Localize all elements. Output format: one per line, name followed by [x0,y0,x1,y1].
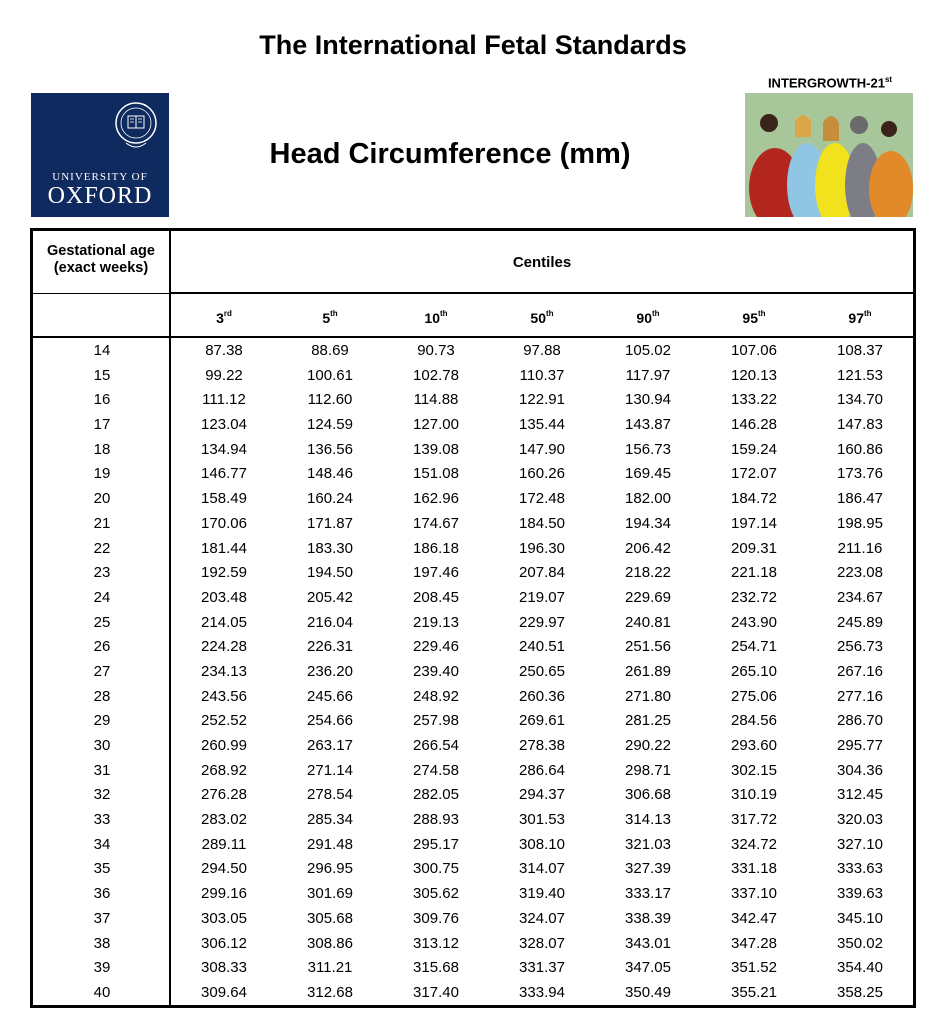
gestational-age-cell: 16 [93,391,111,409]
table-row [33,561,913,586]
centile-value-cell: 102.78 [413,366,459,384]
centile-value-cell: 265.10 [731,662,777,680]
centile-value-cell: 207.84 [519,564,565,582]
centile-value-cell: 136.56 [307,440,353,458]
column-header-10th [383,294,489,336]
centile-value-cell: 234.13 [201,662,247,680]
centile-value-cell: 291.48 [307,835,353,853]
column-header-num: 50 [530,310,546,326]
gestational-age-cell: 22 [93,539,111,557]
gestational-age-cell: 21 [93,514,111,532]
centile-value-cell: 172.07 [731,465,777,483]
centile-value-cell: 300.75 [413,860,459,878]
column-header-num: 90 [636,310,652,326]
table-row [33,339,913,364]
centile-value-cell: 240.51 [519,638,565,656]
gestational-age-cell: 39 [93,959,111,977]
centile-value-cell: 160.86 [837,440,883,458]
centile-value-cell: 208.45 [413,588,459,606]
centile-value-cell: 151.08 [413,465,459,483]
centile-value-cell: 156.73 [625,440,671,458]
centile-value-cell: 214.05 [201,613,247,631]
centile-value-cell: 254.66 [307,712,353,730]
centile-value-cell: 327.39 [625,860,671,878]
centile-value-cell: 184.50 [519,514,565,532]
column-header-50th [489,294,595,336]
centile-value-cell: 216.04 [307,613,353,631]
centile-value-cell: 183.30 [307,539,353,557]
centile-value-cell: 269.61 [519,712,565,730]
gestational-age-cell: 17 [93,416,111,434]
centile-value-cell: 310.19 [731,786,777,804]
centile-value-cell: 298.71 [625,761,671,779]
centile-value-cell: 254.71 [731,638,777,656]
centile-value-cell: 260.36 [519,687,565,705]
gestational-age-cell: 33 [93,811,111,829]
centile-value-cell: 112.60 [307,391,353,409]
centile-value-cell: 314.13 [625,811,671,829]
centile-value-cell: 250.65 [519,662,565,680]
centile-value-cell: 245.89 [837,613,883,631]
centile-value-cell: 184.72 [731,490,777,508]
centile-value-cell: 301.69 [307,885,353,903]
centile-value-cell: 285.34 [307,811,353,829]
centile-value-cell: 239.40 [413,662,459,680]
centile-value-cell: 333.94 [519,983,565,1001]
column-header-sup: th [330,309,338,318]
centile-value-cell: 256.73 [837,638,883,656]
centile-value-cell: 317.72 [731,811,777,829]
centile-value-cell: 169.45 [625,465,671,483]
centile-value-cell: 236.20 [307,662,353,680]
head-circumference-table [30,228,916,1008]
centile-value-cell: 124.59 [307,416,353,434]
centile-value-cell: 257.98 [413,712,459,730]
centile-value-cell: 286.70 [837,712,883,730]
table-row [33,438,913,463]
centile-value-cell: 284.56 [731,712,777,730]
centile-value-cell: 196.30 [519,539,565,557]
intergrowth-women-picture [745,93,913,217]
intergrowth-label [745,75,915,90]
centile-value-cell: 299.16 [201,885,247,903]
centile-value-cell: 333.63 [837,860,883,878]
centile-value-cell: 171.87 [307,514,353,532]
centile-value-cell: 295.77 [837,737,883,754]
centile-value-cell: 229.46 [413,638,459,656]
centile-value-cell: 127.00 [413,416,459,434]
table-row [33,833,913,858]
gestational-age-cell: 30 [93,737,111,754]
centile-value-cell: 182.00 [625,490,671,508]
column-header-num: 10 [424,310,440,326]
column-header-num: 5 [322,310,331,326]
centile-value-cell: 147.83 [837,416,883,434]
centile-value-cell: 198.95 [837,514,883,532]
centile-value-cell: 282.05 [413,786,459,804]
centile-value-cell: 232.72 [731,588,777,606]
centile-value-cell: 309.76 [413,909,459,927]
gestational-age-cell: 34 [93,835,111,853]
centile-value-cell: 172.48 [519,490,565,508]
centile-value-cell: 331.37 [519,959,565,977]
centile-value-cell: 313.12 [413,934,459,952]
centile-value-cell: 206.42 [625,539,671,557]
table-row [33,783,913,808]
centile-value-cell: 203.48 [201,588,247,606]
centile-value-cell: 289.11 [201,835,247,853]
centile-value-cell: 277.16 [837,687,883,705]
centile-value-cell: 100.61 [307,366,353,384]
centile-value-cell: 121.53 [837,366,883,384]
centile-value-cell: 267.16 [837,662,883,680]
column-header-sup: th [546,309,554,318]
centile-value-cell: 331.18 [731,860,777,878]
column-header-95th [701,294,807,336]
centile-value-cell: 294.37 [519,786,565,804]
centile-value-cell: 351.52 [731,959,777,977]
centile-value-cell: 252.52 [201,712,247,730]
centile-value-cell: 251.56 [625,638,671,656]
centile-value-cell: 288.93 [413,811,459,829]
centile-value-cell: 181.44 [201,539,247,557]
table-row [33,413,913,438]
intergrowth-label-sup: st [884,75,893,84]
column-header-sup: th [652,309,660,318]
centile-value-cell: 290.22 [625,737,671,754]
table-row [33,882,913,907]
centile-value-cell: 134.70 [837,391,883,409]
centile-value-cell: 114.88 [413,391,459,409]
column-header-90th [595,294,701,336]
oxford-logo-line1: UNIVERSITY OF [52,171,148,183]
table-row [33,512,913,537]
centile-value-cell: 319.40 [519,885,565,903]
centile-value-cell: 327.10 [837,835,883,853]
centile-value-cell: 275.06 [731,687,777,705]
centile-value-cell: 301.53 [519,811,565,829]
gestational-age-header-line2: (exact weeks) [53,260,149,276]
centile-value-cell: 97.88 [523,342,561,359]
table-row [33,981,913,1006]
centile-value-cell: 296.95 [307,860,353,878]
table-row [33,660,913,685]
centile-value-cell: 148.46 [307,465,353,483]
column-header-num: 3 [216,310,224,326]
centile-value-cell: 226.31 [307,638,353,656]
centile-value-cell: 90.73 [417,342,455,359]
centile-value-cell: 173.76 [837,465,883,483]
oxford-logo-line2: OXFORD [47,183,153,209]
centile-value-cell: 312.45 [837,786,883,804]
centile-value-cell: 260.99 [201,737,247,754]
gestational-age-cell: 28 [93,687,111,705]
centile-value-cell: 209.31 [731,539,777,557]
centile-value-cell: 197.46 [413,564,459,582]
gestational-age-cell: 15 [93,366,111,384]
centile-value-cell: 308.86 [307,934,353,952]
centile-value-cell: 303.05 [201,909,247,927]
centile-value-cell: 234.67 [837,588,883,606]
table-row [33,759,913,784]
table-row [33,635,913,660]
centile-value-cell: 243.90 [731,613,777,631]
centile-value-cell: 306.12 [201,934,247,952]
centile-value-cell: 305.68 [307,909,353,927]
centile-value-cell: 174.67 [413,514,459,532]
centile-value-cell: 294.50 [201,860,247,878]
centile-value-cell: 223.08 [837,564,883,582]
centile-value-cell: 197.14 [731,514,777,532]
centile-value-cell: 123.04 [201,416,247,434]
centile-value-cell: 343.01 [625,934,671,952]
centile-value-cell: 133.22 [731,391,777,409]
centile-value-cell: 99.22 [205,366,243,384]
centile-value-cell: 248.92 [413,687,459,705]
centile-value-cell: 345.10 [837,909,883,927]
table-row [33,808,913,833]
centile-value-cell: 211.16 [837,539,883,557]
gestational-age-cell: 27 [93,662,111,680]
centile-value-cell: 186.47 [837,490,883,508]
table-row [33,586,913,611]
table-row [33,364,913,389]
table-row [33,907,913,932]
centile-value-cell: 143.87 [625,416,671,434]
header-blank-cell [33,294,171,338]
centile-value-cell: 146.77 [201,465,247,483]
gestational-age-cell: 24 [93,588,111,606]
centile-value-cell: 308.10 [519,835,565,853]
centile-value-cell: 308.33 [201,959,247,977]
centile-value-cell: 263.17 [307,737,353,754]
centile-value-cell: 281.25 [625,712,671,730]
centile-value-cell: 158.49 [201,490,247,508]
column-header-num: 97 [848,310,864,326]
centile-value-cell: 218.22 [625,564,671,582]
table-row [33,734,913,759]
gestational-age-cell: 32 [93,786,111,804]
table-row [33,462,913,487]
gestational-age-cell: 29 [93,712,111,730]
centile-column-headers [171,294,913,338]
centile-value-cell: 110.37 [519,366,565,384]
column-header-sup: th [440,309,448,318]
table-body [33,339,913,1006]
centiles-header: Centiles [171,231,913,294]
centile-value-cell: 160.26 [519,465,565,483]
centile-value-cell: 338.39 [625,909,671,927]
centile-value-cell: 309.64 [201,983,247,1001]
column-header-sup: rd [223,309,232,318]
centile-value-cell: 286.64 [519,761,565,779]
gestational-age-cell: 25 [93,613,111,631]
centile-value-cell: 276.28 [201,786,247,804]
gestational-age-cell: 14 [93,342,111,359]
gestational-age-cell: 35 [93,860,111,878]
centile-value-cell: 305.62 [413,885,459,903]
centile-value-cell: 293.60 [731,737,777,754]
centile-value-cell: 205.42 [307,588,353,606]
centile-value-cell: 139.08 [413,440,459,458]
centile-value-cell: 317.40 [413,983,459,1001]
centile-value-cell: 278.54 [307,786,353,804]
column-header-3rd [171,294,277,336]
centile-value-cell: 347.05 [625,959,671,977]
centile-value-cell: 274.58 [413,761,459,779]
centile-value-cell: 355.21 [731,983,777,1001]
centile-value-cell: 88.69 [311,342,349,359]
centile-value-cell: 350.49 [625,983,671,1001]
centile-value-cell: 354.40 [837,959,883,977]
centile-value-cell: 162.96 [413,490,459,508]
centile-value-cell: 224.28 [201,638,247,656]
centile-value-cell: 160.24 [307,490,353,508]
centile-value-cell: 120.13 [731,366,777,384]
centile-value-cell: 324.07 [519,909,565,927]
centile-value-cell: 194.34 [625,514,671,532]
centile-value-cell: 122.91 [519,391,565,409]
column-header-sup: th [758,309,766,318]
centile-value-cell: 107.06 [731,342,777,359]
centile-value-cell: 134.94 [201,440,247,458]
centile-value-cell: 315.68 [413,959,459,977]
centile-value-cell: 328.07 [519,934,565,952]
centile-value-cell: 243.56 [201,687,247,705]
table-row [33,611,913,636]
centile-value-cell: 324.72 [731,835,777,853]
gestational-age-cell: 19 [93,465,111,483]
gestational-age-cell: 37 [93,909,111,927]
centile-value-cell: 295.17 [413,835,459,853]
page-title: The International Fetal Standards [259,30,687,60]
centile-value-cell: 268.92 [201,761,247,779]
gestational-age-cell: 36 [93,885,111,903]
table-row [33,487,913,512]
column-header-97th [807,294,913,336]
centile-value-cell: 159.24 [731,440,777,458]
gestational-age-header [33,231,171,294]
centile-value-cell: 108.37 [837,342,883,359]
column-header-num: 95 [742,310,758,326]
table-row [33,709,913,734]
centile-value-cell: 320.03 [837,811,883,829]
gestational-age-cell: 18 [93,440,111,458]
table-row [33,388,913,413]
centile-value-cell: 321.03 [625,835,671,853]
gestational-age-cell: 31 [93,761,111,779]
gestational-age-cell: 23 [93,564,111,582]
centile-value-cell: 130.94 [625,391,671,409]
intergrowth-label-text: INTERGROWTH-21 [767,75,885,91]
centile-value-cell: 347.28 [731,934,777,952]
centile-value-cell: 147.90 [519,440,565,458]
centile-value-cell: 135.44 [519,416,565,434]
centile-value-cell: 350.02 [837,934,883,952]
centile-value-cell: 271.14 [307,761,353,779]
centile-value-cell: 87.38 [205,342,243,359]
gestational-age-cell: 20 [93,490,111,508]
centile-value-cell: 261.89 [625,662,671,680]
centile-value-cell: 245.66 [307,687,353,705]
centile-value-cell: 221.18 [731,564,777,582]
centile-value-cell: 219.13 [413,613,459,631]
table-row [33,956,913,981]
centile-value-cell: 266.54 [413,737,459,754]
centile-value-cell: 240.81 [625,613,671,631]
table-row [33,685,913,710]
centile-value-cell: 339.63 [837,885,883,903]
table-row [33,537,913,562]
centile-value-cell: 194.50 [307,564,353,582]
centile-value-cell: 311.21 [307,959,353,977]
gestational-age-cell: 38 [93,934,111,952]
centile-value-cell: 333.17 [625,885,671,903]
centile-value-cell: 271.80 [625,687,671,705]
centile-value-cell: 304.36 [837,761,883,779]
centile-value-cell: 306.68 [625,786,671,804]
column-header-5th [277,294,383,336]
gestational-age-cell: 40 [93,983,111,1001]
centile-value-cell: 312.68 [307,983,353,1001]
centile-value-cell: 342.47 [731,909,777,927]
centile-value-cell: 117.97 [625,366,671,384]
gestational-age-header-line1: Gestational age [47,243,155,259]
table-row [33,932,913,957]
centile-value-cell: 105.02 [625,342,671,359]
centile-value-cell: 111.12 [202,391,246,409]
gestational-age-cell: 26 [93,638,111,656]
centile-value-cell: 229.97 [519,613,565,631]
centile-value-cell: 146.28 [731,416,777,434]
centile-value-cell: 229.69 [625,588,671,606]
centile-value-cell: 314.07 [519,860,565,878]
centile-value-cell: 170.06 [201,514,247,532]
centile-value-cell: 358.25 [837,983,883,1001]
page-subtitle: Head Circumference (mm) [269,138,631,170]
centile-value-cell: 283.02 [201,811,247,829]
centile-value-cell: 186.18 [413,539,459,557]
centile-value-cell: 192.59 [201,564,247,582]
table-row [33,857,913,882]
centile-value-cell: 219.07 [519,588,565,606]
centile-value-cell: 278.38 [519,737,565,754]
centile-value-cell: 302.15 [731,761,777,779]
centile-value-cell: 337.10 [731,885,777,903]
column-header-sup: th [864,309,872,318]
